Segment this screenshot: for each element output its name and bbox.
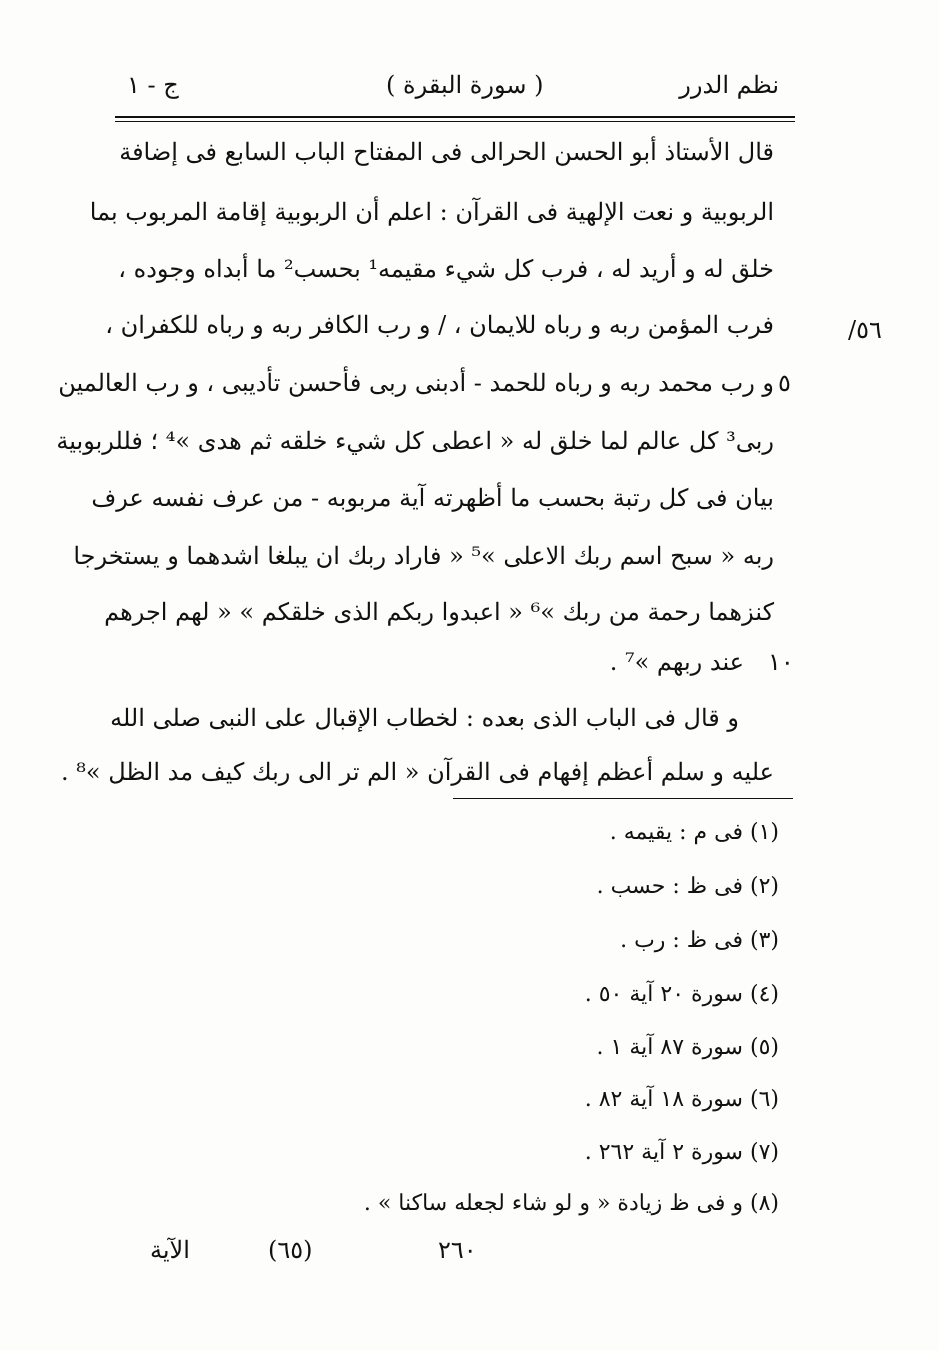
footer-page-number: ٢٦٠ <box>438 1236 477 1264</box>
body-line-1: قال الأستاذ أبو الحسن الحرالى فى المفتاح الباب السابع فى إضافة <box>119 138 774 166</box>
footnote-3: (٣) فى ظ : رب . <box>620 928 779 953</box>
footnote-7: (٧) سورة ٢ آية ٢٦٢ . <box>584 1140 779 1165</box>
line-number-5: ٥ <box>778 369 791 397</box>
footnote-1: (١) فى م : يقيمه . <box>609 820 779 845</box>
header-rule-thick <box>115 116 795 118</box>
margin-page-marker: /٥٦ <box>848 316 882 344</box>
body-line-10: عند ربهم »⁷ . <box>609 648 744 676</box>
body-line-6: ربى³ كل عالم لما خلق له « اعطى كل شيء خلقه ثم هدى »⁴ ؛ فللربوبية <box>56 427 774 455</box>
footnote-5: (٥) سورة ٨٧ آية ١ . <box>596 1035 779 1060</box>
header-rule-thin <box>115 121 795 122</box>
footer-signature: (٦٥) <box>268 1236 313 1264</box>
footnote-2: (٢) فى ظ : حسب . <box>596 874 779 899</box>
body-line-9: كنزهما رحمة من ربك »⁶ « اعبدوا ربكم الذى خلقكم » « لهم اجرهم <box>104 598 774 626</box>
body-line-12: عليه و سلم أعظم إفهام فى القرآن « الم تر الى ربك كيف مد الظل »⁸ . <box>60 758 774 786</box>
body-line-2: الربوبية و نعت الإلهية فى القرآن : اعلم أن الربوبية إقامة المربوب بما <box>89 198 774 226</box>
body-line-5: و رب محمد ربه و رباه للحمد - أدبنى ربى فأحسن تأديبى ، و رب العالمين <box>58 369 774 397</box>
body-line-3: خلق له و أريد له ، فرب كل شيء مقيمه¹ بحسب² ما أبداه وجوده ، <box>118 255 774 283</box>
header-volume: ج - ١ <box>127 71 179 99</box>
body-line-7: بيان فى كل رتبة بحسب ما أظهرته آية مربوبه - من عرف نفسه عرف <box>91 484 774 512</box>
body-line-11: و قال فى الباب الذى بعده : لخطاب الإقبال على النبى صلى الله <box>110 704 739 732</box>
header-surah-title: ( سورة البقرة ) <box>386 71 544 99</box>
footnote-6: (٦) سورة ١٨ آية ٨٢ . <box>584 1087 779 1112</box>
line-number-10: ١٠ <box>768 648 794 676</box>
footnote-separator <box>453 798 793 799</box>
body-line-4: فرب المؤمن ربه و رباه للايمان ، / و رب الكافر ربه و رباه للكفران ، <box>105 311 774 339</box>
footnote-4: (٤) سورة ٢٠ آية ٥٠ . <box>584 982 779 1007</box>
footnote-8: (٨) و فى ظ زيادة « و لو شاء لجعله ساكنا » . <box>363 1191 779 1216</box>
footer-catchword: الآية <box>150 1236 190 1264</box>
body-line-8: ربه « سبح اسم ربك الاعلى »⁵ « فاراد ربك ان يبلغا اشدهما و يستخرجا <box>73 542 774 570</box>
header-book-title: نظم الدرر <box>679 71 779 99</box>
